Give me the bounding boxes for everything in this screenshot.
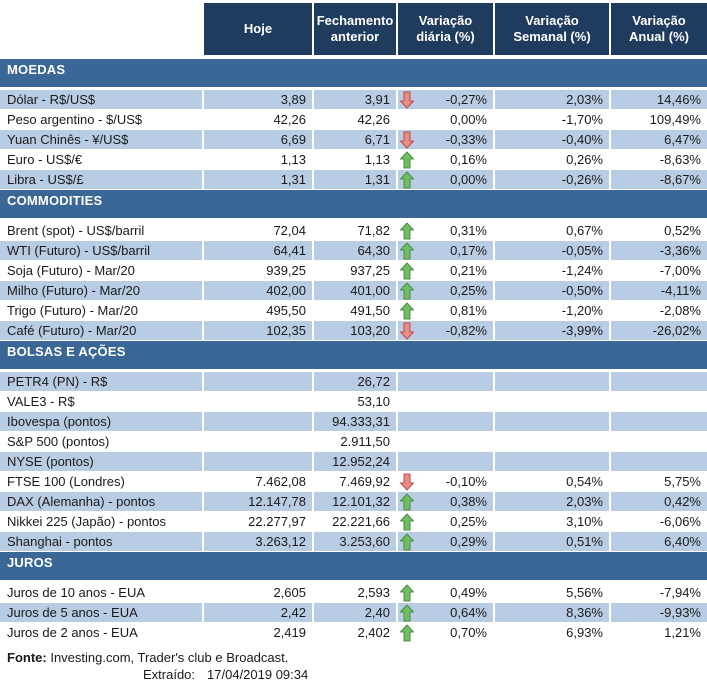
column-header-variacao-anual: Variação Anual (%) — [609, 3, 707, 55]
row-label: PETR4 (PN) - R$ — [0, 372, 202, 392]
cell-variacao-semanal — [493, 432, 609, 452]
cell-variacao-anual: 6,47% — [609, 130, 707, 150]
cell-hoje: 64,41 — [202, 241, 312, 261]
table-row — [0, 321, 707, 341]
cell-variacao-anual: 0,52% — [609, 221, 707, 241]
cell-fechamento-anterior: 22.221,66 — [312, 512, 396, 532]
up-arrow-icon — [400, 533, 414, 551]
up-arrow-icon — [400, 171, 414, 189]
cell-fechamento-anterior: 12.101,32 — [312, 492, 396, 512]
cell-fechamento-anterior: 94.333,31 — [312, 412, 396, 432]
cell-variacao-anual — [609, 452, 707, 472]
up-arrow-icon — [400, 262, 414, 280]
row-label: NYSE (pontos) — [0, 452, 202, 472]
cell-variacao-diaria — [396, 392, 493, 412]
cell-hoje — [202, 412, 312, 432]
cell-fechamento-anterior: 7.469,92 — [312, 472, 396, 492]
column-header-variacao-diaria: Variação diária (%) — [396, 3, 493, 55]
cell-hoje — [202, 392, 312, 412]
extracted-line — [0, 666, 707, 683]
cell-variacao-semanal: -1,24% — [493, 261, 609, 281]
trend-arrow-slot — [400, 131, 415, 149]
down-arrow-icon — [400, 322, 414, 340]
section-header-juros: JUROS — [0, 552, 707, 580]
cell-fechamento-anterior: 2,402 — [312, 623, 396, 643]
cell-fechamento-anterior: 42,26 — [312, 110, 396, 130]
up-arrow-icon — [400, 513, 414, 531]
cell-variacao-anual: -8,63% — [609, 150, 707, 170]
variacao-diaria-value: -0,82% — [445, 323, 487, 338]
up-arrow-icon — [400, 302, 414, 320]
row-label: S&P 500 (pontos) — [0, 432, 202, 452]
table-row — [0, 221, 707, 241]
cell-fechamento-anterior: 103,20 — [312, 321, 396, 341]
table-row — [0, 532, 707, 552]
section-header-commodities: COMMODITIES — [0, 190, 707, 218]
cell-fechamento-anterior: 1,13 — [312, 150, 396, 170]
cell-variacao-anual: 5,75% — [609, 472, 707, 492]
table-row — [0, 452, 707, 472]
extracted-timestamp: 17/04/2019 09:34 — [207, 667, 309, 682]
row-label: VALE3 - R$ — [0, 392, 202, 412]
cell-fechamento-anterior: 2.911,50 — [312, 432, 396, 452]
cell-variacao-semanal: 5,56% — [493, 583, 609, 603]
cell-hoje: 102,35 — [202, 321, 312, 341]
table-row — [0, 603, 707, 623]
row-label: FTSE 100 (Londres) — [0, 472, 202, 492]
cell-hoje: 2,419 — [202, 623, 312, 643]
cell-variacao-anual: -6,06% — [609, 512, 707, 532]
row-label: Dólar - R$/US$ — [0, 90, 202, 110]
cell-variacao-anual: -8,67% — [609, 170, 707, 190]
table-row — [0, 472, 707, 492]
trend-arrow-slot — [400, 604, 415, 622]
cell-hoje: 495,50 — [202, 301, 312, 321]
cell-hoje — [202, 452, 312, 472]
cell-hoje: 42,26 — [202, 110, 312, 130]
cell-fechamento-anterior: 1,31 — [312, 170, 396, 190]
cell-variacao-diaria — [396, 281, 493, 301]
cell-fechamento-anterior: 3.253,60 — [312, 532, 396, 552]
cell-hoje: 1,31 — [202, 170, 312, 190]
section-header-moedas: MOEDAS — [0, 59, 707, 87]
variacao-diaria-value: -0,10% — [445, 474, 487, 489]
cell-variacao-anual: -4,11% — [609, 281, 707, 301]
cell-variacao-anual: -7,94% — [609, 583, 707, 603]
trend-arrow-slot — [400, 282, 415, 300]
row-label: Shanghai - pontos — [0, 532, 202, 552]
cell-hoje: 3,89 — [202, 90, 312, 110]
up-arrow-icon — [400, 493, 414, 511]
cell-variacao-anual: 109,49% — [609, 110, 707, 130]
cell-fechamento-anterior: 64,30 — [312, 241, 396, 261]
table-row — [0, 170, 707, 190]
cell-variacao-anual: 14,46% — [609, 90, 707, 110]
cell-fechamento-anterior: 2,593 — [312, 583, 396, 603]
cell-variacao-diaria — [396, 412, 493, 432]
cell-hoje: 939,25 — [202, 261, 312, 281]
column-header-variacao-semanal: Variação Semanal (%) — [493, 3, 609, 55]
cell-variacao-anual: -2,08% — [609, 301, 707, 321]
cell-variacao-anual: -26,02% — [609, 321, 707, 341]
cell-variacao-diaria — [396, 583, 493, 603]
cell-variacao-semanal — [493, 452, 609, 472]
table-row — [0, 432, 707, 452]
trend-arrow-slot — [400, 413, 415, 431]
source-label: Fonte: — [7, 650, 47, 665]
cell-variacao-diaria — [396, 492, 493, 512]
table-row — [0, 392, 707, 412]
row-label: Libra - US$/£ — [0, 170, 202, 190]
table-row — [0, 301, 707, 321]
table-row — [0, 512, 707, 532]
row-label: Yuan Chinês - ¥/US$ — [0, 130, 202, 150]
down-arrow-icon — [400, 473, 414, 491]
trend-arrow-slot — [400, 373, 415, 391]
row-label: Milho (Futuro) - Mar/20 — [0, 281, 202, 301]
row-label: Juros de 10 anos - EUA — [0, 583, 202, 603]
down-arrow-icon — [400, 131, 414, 149]
table-row — [0, 281, 707, 301]
cell-variacao-semanal: -3,99% — [493, 321, 609, 341]
trend-arrow-slot — [400, 91, 415, 109]
cell-variacao-anual: -3,36% — [609, 241, 707, 261]
cell-hoje: 2,605 — [202, 583, 312, 603]
cell-hoje — [202, 372, 312, 392]
cell-fechamento-anterior: 3,91 — [312, 90, 396, 110]
cell-variacao-diaria — [396, 452, 493, 472]
cell-hoje: 22.277,97 — [202, 512, 312, 532]
cell-variacao-semanal: -1,70% — [493, 110, 609, 130]
row-label: Euro - US$/€ — [0, 150, 202, 170]
cell-variacao-diaria — [396, 261, 493, 281]
cell-variacao-semanal — [493, 372, 609, 392]
source-line — [0, 649, 707, 666]
table-body — [0, 59, 707, 643]
cell-hoje: 2,42 — [202, 603, 312, 623]
cell-variacao-semanal: 0,67% — [493, 221, 609, 241]
row-label: Café (Futuro) - Mar/20 — [0, 321, 202, 341]
cell-variacao-semanal: -0,50% — [493, 281, 609, 301]
variacao-diaria-value: 0,64% — [450, 605, 487, 620]
cell-variacao-semanal: 3,10% — [493, 512, 609, 532]
table-header-row — [0, 3, 707, 55]
table-row — [0, 261, 707, 281]
cell-variacao-semanal: 0,54% — [493, 472, 609, 492]
trend-arrow-slot — [400, 171, 415, 189]
cell-hoje: 402,00 — [202, 281, 312, 301]
row-label: Peso argentino - $/US$ — [0, 110, 202, 130]
cell-variacao-semanal: 6,93% — [493, 623, 609, 643]
variacao-diaria-value: 0,81% — [450, 303, 487, 318]
cell-variacao-semanal — [493, 412, 609, 432]
cell-variacao-diaria — [396, 603, 493, 623]
row-label: Ibovespa (pontos) — [0, 412, 202, 432]
cell-fechamento-anterior: 6,71 — [312, 130, 396, 150]
table-row — [0, 241, 707, 261]
up-arrow-icon — [400, 624, 414, 642]
cell-variacao-diaria — [396, 321, 493, 341]
cell-fechamento-anterior: 71,82 — [312, 221, 396, 241]
cell-variacao-diaria — [396, 241, 493, 261]
variacao-diaria-value: 0,70% — [450, 625, 487, 640]
row-label: Juros de 5 anos - EUA — [0, 603, 202, 623]
cell-hoje: 6,69 — [202, 130, 312, 150]
variacao-diaria-value: 0,25% — [450, 514, 487, 529]
table-row — [0, 150, 707, 170]
table-row — [0, 412, 707, 432]
row-label: Nikkei 225 (Japão) - pontos — [0, 512, 202, 532]
cell-variacao-diaria — [396, 130, 493, 150]
trend-arrow-slot — [400, 322, 415, 340]
cell-variacao-anual: 0,42% — [609, 492, 707, 512]
cell-variacao-anual — [609, 392, 707, 412]
cell-variacao-semanal: -1,20% — [493, 301, 609, 321]
table-row — [0, 90, 707, 110]
column-header-fechamento: Fechamento anterior — [312, 3, 396, 55]
cell-variacao-anual — [609, 432, 707, 452]
cell-fechamento-anterior: 491,50 — [312, 301, 396, 321]
cell-variacao-anual: -7,00% — [609, 261, 707, 281]
cell-variacao-anual: -9,93% — [609, 603, 707, 623]
row-label: DAX (Alemanha) - pontos — [0, 492, 202, 512]
up-arrow-icon — [400, 222, 414, 240]
variacao-diaria-value: 0,17% — [450, 243, 487, 258]
cell-variacao-anual — [609, 372, 707, 392]
up-arrow-icon — [400, 242, 414, 260]
cell-variacao-anual — [609, 412, 707, 432]
row-label: Brent (spot) - US$/barril — [0, 221, 202, 241]
cell-hoje — [202, 432, 312, 452]
cell-fechamento-anterior: 12.952,24 — [312, 452, 396, 472]
trend-arrow-slot — [400, 453, 415, 471]
cell-variacao-diaria — [396, 372, 493, 392]
trend-arrow-slot — [400, 624, 415, 642]
cell-fechamento-anterior: 937,25 — [312, 261, 396, 281]
variacao-diaria-value: 0,25% — [450, 283, 487, 298]
trend-arrow-slot — [400, 473, 415, 491]
cell-variacao-diaria — [396, 532, 493, 552]
cell-variacao-semanal: -0,26% — [493, 170, 609, 190]
cell-fechamento-anterior: 53,10 — [312, 392, 396, 412]
table-row — [0, 623, 707, 643]
variacao-diaria-value: -0,27% — [445, 92, 487, 107]
cell-variacao-diaria — [396, 623, 493, 643]
cell-variacao-semanal: 0,51% — [493, 532, 609, 552]
cell-variacao-semanal: 2,03% — [493, 90, 609, 110]
source-text: Investing.com, Trader's club e Broadcast. — [46, 650, 289, 665]
cell-variacao-anual: 1,21% — [609, 623, 707, 643]
trend-arrow-slot — [400, 493, 415, 511]
trend-arrow-slot — [400, 433, 415, 451]
variacao-diaria-value: 0,29% — [450, 534, 487, 549]
cell-variacao-semanal: -0,40% — [493, 130, 609, 150]
table-row — [0, 492, 707, 512]
cell-variacao-diaria — [396, 170, 493, 190]
variacao-diaria-value: 0,16% — [450, 152, 487, 167]
cell-variacao-diaria — [396, 221, 493, 241]
cell-variacao-anual: 6,40% — [609, 532, 707, 552]
up-arrow-icon — [400, 584, 414, 602]
variacao-diaria-value: 0,00% — [450, 172, 487, 187]
cell-hoje: 1,13 — [202, 150, 312, 170]
table-row — [0, 583, 707, 603]
column-header-hoje: Hoje — [202, 3, 312, 55]
cell-fechamento-anterior: 26,72 — [312, 372, 396, 392]
cell-variacao-diaria — [396, 110, 493, 130]
cell-hoje: 7.462,08 — [202, 472, 312, 492]
up-arrow-icon — [400, 151, 414, 169]
table-row — [0, 372, 707, 392]
trend-arrow-slot — [400, 302, 415, 320]
cell-fechamento-anterior: 401,00 — [312, 281, 396, 301]
cell-variacao-diaria — [396, 472, 493, 492]
trend-arrow-slot — [400, 533, 415, 551]
cell-variacao-diaria — [396, 90, 493, 110]
cell-hoje: 3.263,12 — [202, 532, 312, 552]
cell-variacao-semanal — [493, 392, 609, 412]
cell-variacao-semanal: 8,36% — [493, 603, 609, 623]
up-arrow-icon — [400, 604, 414, 622]
cell-variacao-diaria — [396, 301, 493, 321]
variacao-diaria-value: 0,49% — [450, 585, 487, 600]
up-arrow-icon — [400, 282, 414, 300]
cell-variacao-diaria — [396, 512, 493, 532]
trend-arrow-slot — [400, 262, 415, 280]
row-label: Trigo (Futuro) - Mar/20 — [0, 301, 202, 321]
table-row — [0, 110, 707, 130]
row-label: Soja (Futuro) - Mar/20 — [0, 261, 202, 281]
trend-arrow-slot — [400, 513, 415, 531]
cell-hoje: 12.147,78 — [202, 492, 312, 512]
cell-variacao-diaria — [396, 150, 493, 170]
extracted-label: Extraído: — [143, 667, 196, 682]
variacao-diaria-value: 0,21% — [450, 263, 487, 278]
variacao-diaria-value: 0,31% — [450, 223, 487, 238]
trend-arrow-slot — [400, 222, 415, 240]
section-header-bolsas-e-acoes: BOLSAS E AÇÕES — [0, 341, 707, 369]
cell-variacao-semanal: -0,05% — [493, 241, 609, 261]
row-label: Juros de 2 anos - EUA — [0, 623, 202, 643]
footer — [0, 649, 707, 683]
trend-arrow-slot — [400, 242, 415, 260]
trend-arrow-slot — [400, 584, 415, 602]
variacao-diaria-value: -0,33% — [445, 132, 487, 147]
row-label: WTI (Futuro) - US$/barril — [0, 241, 202, 261]
table-row — [0, 130, 707, 150]
trend-arrow-slot — [400, 111, 415, 129]
cell-hoje: 72,04 — [202, 221, 312, 241]
cell-variacao-semanal: 0,26% — [493, 150, 609, 170]
variacao-diaria-value: 0,00% — [450, 112, 487, 127]
variacao-diaria-value: 0,38% — [450, 494, 487, 509]
cell-variacao-semanal: 2,03% — [493, 492, 609, 512]
cell-fechamento-anterior: 2,40 — [312, 603, 396, 623]
trend-arrow-slot — [400, 393, 415, 411]
trend-arrow-slot — [400, 151, 415, 169]
cell-variacao-diaria — [396, 432, 493, 452]
down-arrow-icon — [400, 91, 414, 109]
header-label-spacer — [0, 3, 202, 55]
